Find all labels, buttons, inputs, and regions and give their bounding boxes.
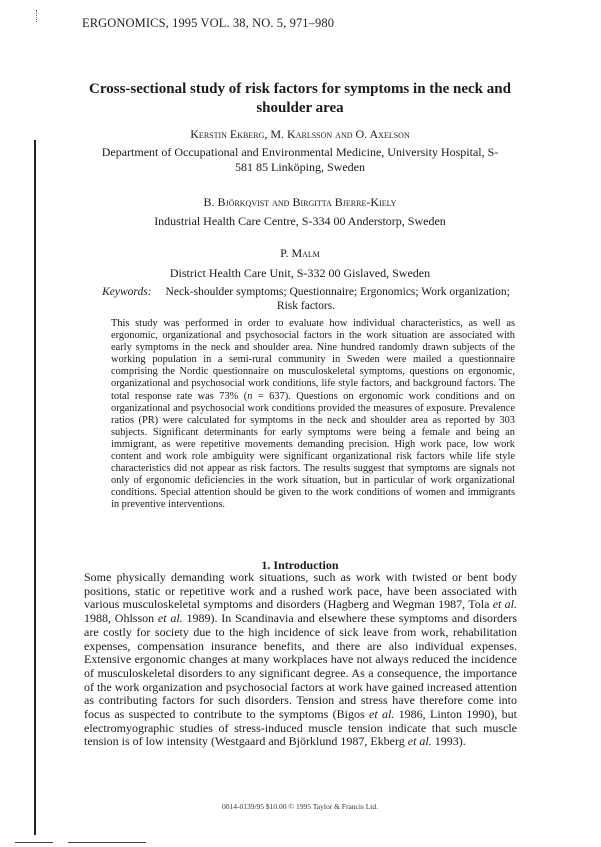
author-group-3-affiliation: District Health Care Unit, S-332 00 Gislaved, Sweden — [169, 266, 431, 280]
running-head: ERGONOMICS, 1995 VOL. 38, NO. 5, 971–980 — [82, 16, 335, 30]
keywords-label: Keywords: — [102, 286, 152, 298]
abstract — [111, 318, 515, 512]
author-group-1-authors: Kerstin Ekberg, M. Karlsson and O. Axelson — [190, 127, 410, 141]
copyright-footer: 0014-0139/95 $10.00 © 1995 Taylor & Francis Ltd. — [221, 802, 379, 811]
section-heading: 1. Introduction — [261, 558, 339, 572]
scan-margin-line — [34, 140, 36, 835]
keywords — [96, 285, 516, 313]
scan-bottom-rule-left — [15, 842, 53, 843]
abstract-text: This study was performed in order to evaluate how individual characteristics, as well as ergonomic, organizational and psychosocial factors in the work situation are associated with early symptoms in the neck and shoulder area. Nine hundred randomly drawn subjects of the working population in a semi-rural community in Sweden were mailed a questionnaire comprising the Nordic questionnaire on musculoskeletal symptoms, questions on ergonomic, organizational and psychosocial work conditions, life style factors, and background factors. The total response rate was 73% (n = 637). Questions on ergonomic work conditions and on organizational and psychosocial work conditions provided the measures of exposure. Prevalence ratios (PR) were calculated for symptoms in the neck and shoulder area as reported by 303 subjects. Significant determinants for early symptoms were being a female and being an immigrant, as were repetitive movements demanding precision. High work pace, low work content and work role ambiguity were significant organizational risk factors while life style characteristics did not appear as risk factors. The results suggest that symptoms are signals not only of ergonomic deficiencies in the work situation, but in particular of work organizational conditions. Special attention should be given to the work conditions of women and immigrants in preventive interventions. — [111, 318, 515, 511]
paper-title: Cross-sectional study of risk factors for symptoms in the neck and shoulder area — [89, 81, 511, 116]
author-group-1-affiliation: Department of Occupational and Environmental Medicine, University Hospital, S-581 85 Linköping, Sweden — [101, 145, 499, 174]
scan-margin-mark — [36, 10, 38, 22]
author-group-3-authors: P. Malm — [280, 246, 320, 260]
author-group-2-authors: B. Björkqvist and Birgitta Bjerre-Kiely — [203, 195, 397, 209]
author-group-2-affiliation: Industrial Health Care Centre, S-334 00 Anderstorp, Sweden — [154, 214, 446, 228]
introduction-text: Some physically demanding work situations, such as work with twisted or bent body positions, static or repetitive work and a rushed work pace, have been associated with various musculoskeletal symptoms and disorders (Hagberg and Wegman 1987, Tola et al. 1988, Ohlsson et al. 1989). In Scandinavia and elsewhere these symptoms and disorders are costly for society due to the high incidence of sick leave from work, rehabilitation expenses, compensation insurance benefits, and there are also individual expenses. Extensive ergonomic changes at many workplaces have not always reduced the incidence of musculoskeletal disorders to any significant degree. As a consequence, the importance of the work organization and psychosocial factors at work have gained increased attention as contributing factors for such disorders. Tension and stress have therefore come into focus as suspected to contribute to the symptoms (Bigos et al. 1986, Linton 1990), but electromyographic studies of stress-induced muscle tension indicate that such muscle tension is of low intensity (Westgaard and Björklund 1987, Ekberg et al. 1993). — [84, 570, 518, 749]
scan-bottom-rule-right — [68, 842, 146, 843]
introduction-body — [84, 571, 517, 749]
keywords-text: Neck-shoulder symptoms; Questionnaire; Ergonomics; Work organization; Risk factors. — [165, 286, 510, 312]
